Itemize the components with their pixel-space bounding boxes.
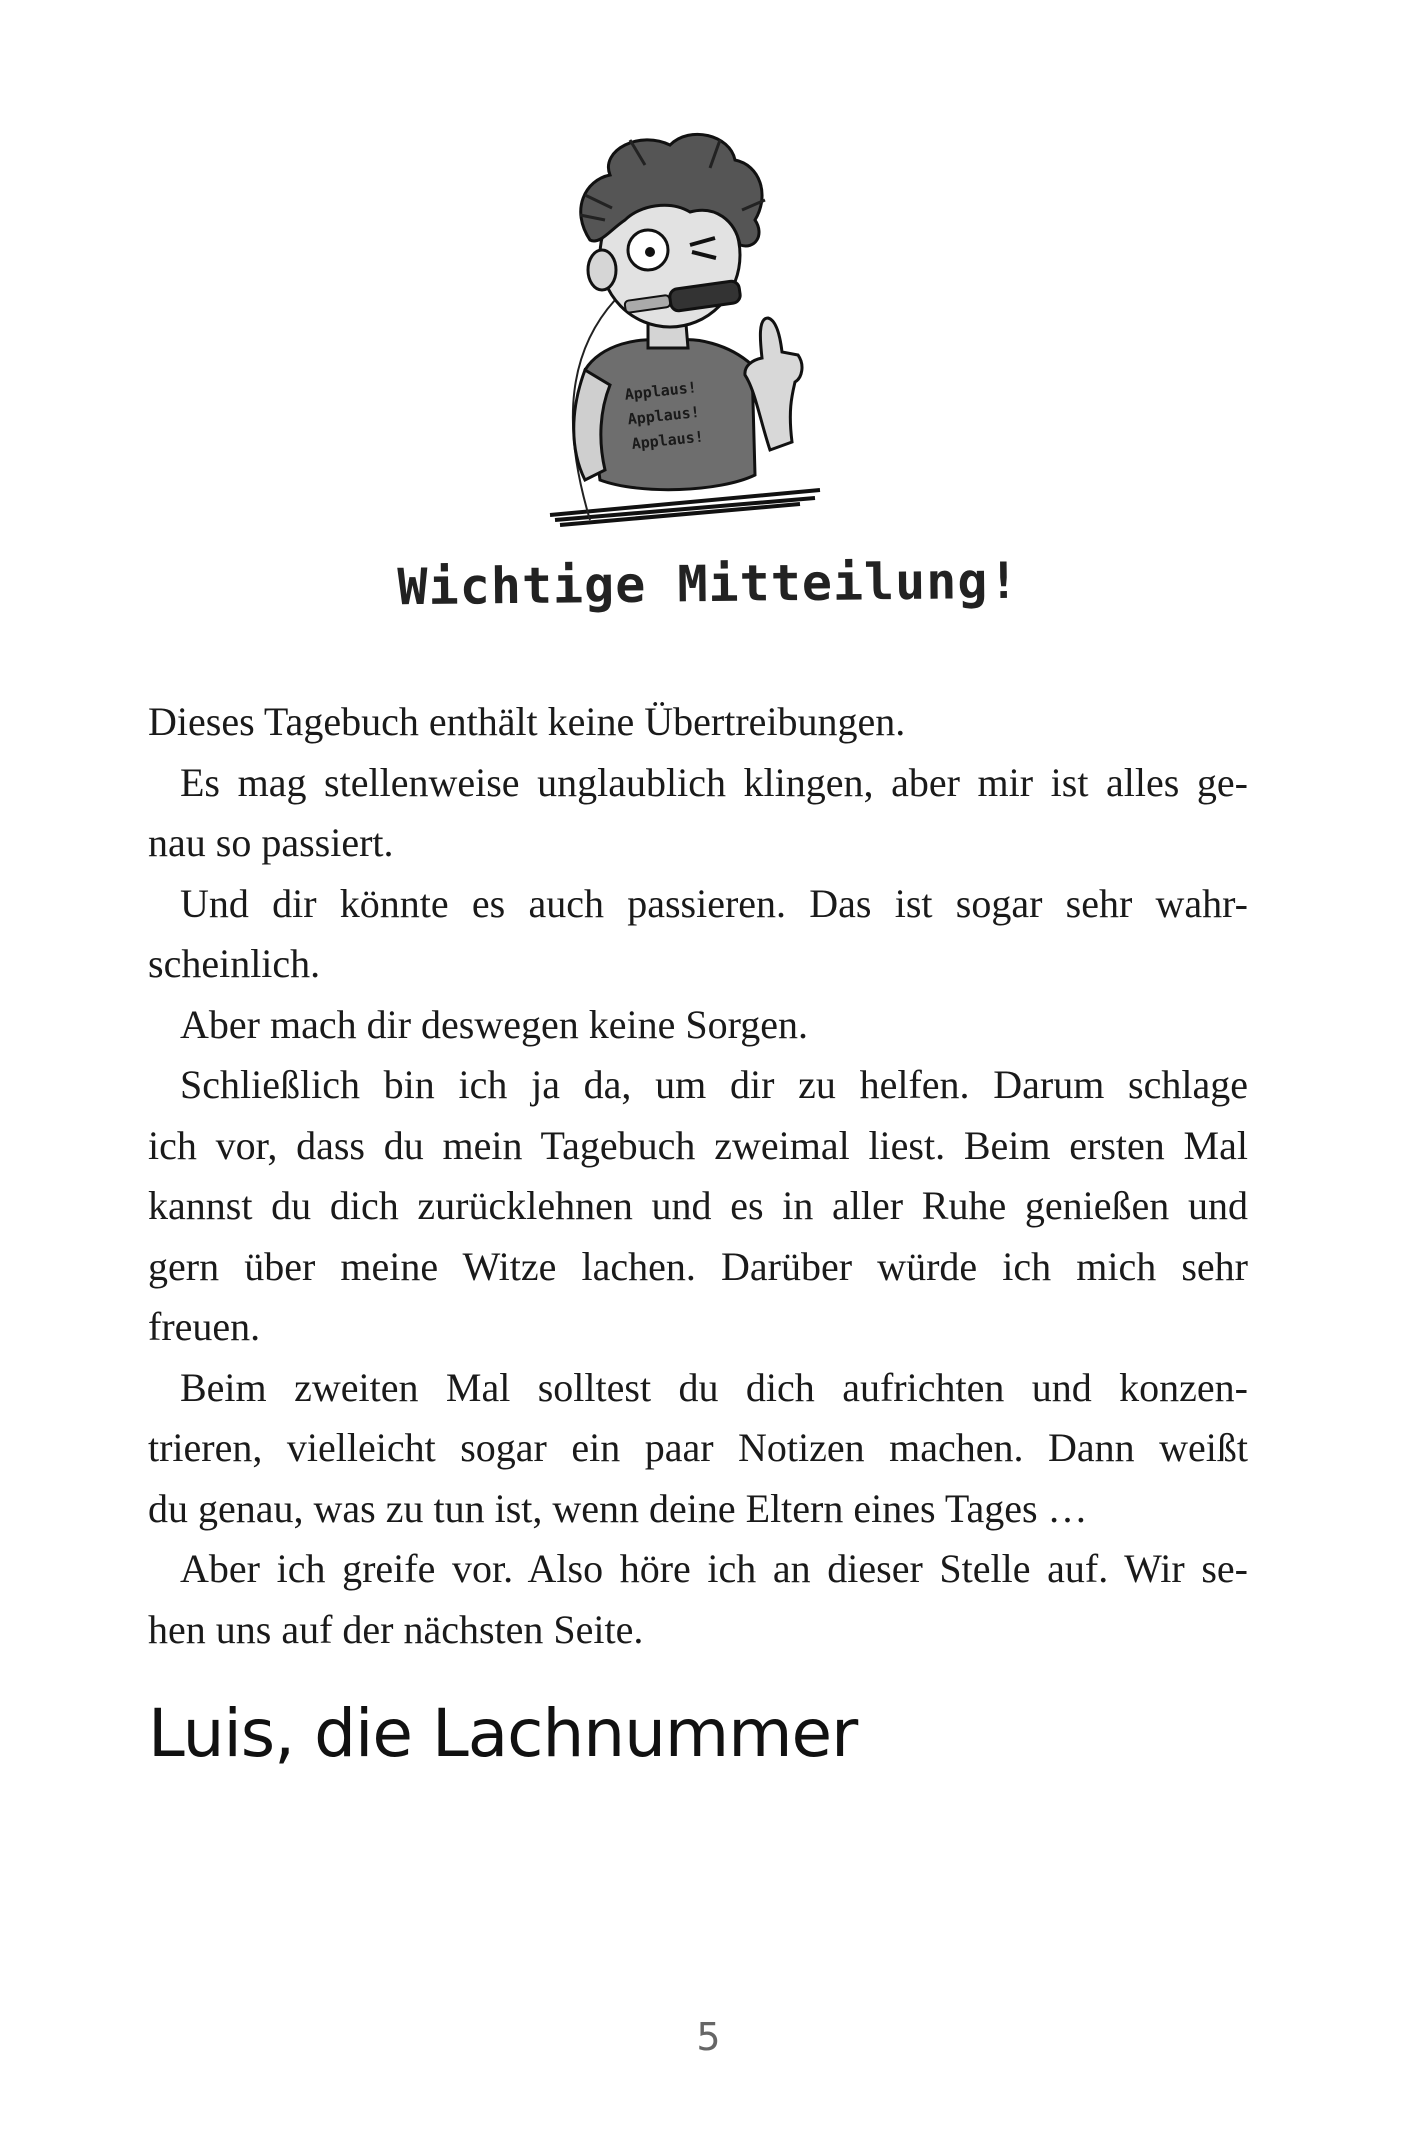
body-text	[148, 692, 1248, 1660]
shirt-text-line-2: Applaus!	[626, 402, 701, 429]
body-line: Beim zweiten Mal solltest du dich aufrichten und konzen-	[180, 1364, 1248, 1410]
body-line: kannst du dich zurücklehnen und es in aller Ruhe genießen und	[148, 1183, 1248, 1228]
shirt-text-line-3: Applaus!	[630, 427, 705, 453]
boy-with-microphone-illustration	[530, 120, 850, 540]
body-line: scheinlich.	[148, 941, 321, 986]
body-line: Aber ich greife vor. Also höre ich an dieser Stelle auf. Wir se-	[180, 1546, 1248, 1591]
body-line: Es mag stellenweise unglaublich klingen, aber mir ist alles ge-	[180, 759, 1248, 805]
body-line: hen uns auf der nächsten Seite.	[148, 1606, 644, 1652]
page-number: 5	[696, 2015, 721, 2059]
body-line: ich vor, dass du mein Tagebuch zweimal liest. Beim ersten Mal	[148, 1122, 1248, 1168]
body-line: gern über meine Witze lachen. Darüber würde ich mich sehr	[148, 1243, 1248, 1289]
body-line: Und dir könnte es auch passieren. Das ist sogar sehr wahr-	[180, 880, 1248, 926]
body-line: nau so passiert.	[148, 820, 394, 865]
body-line: du genau, was zu tun ist, wenn deine Eltern eines Tages …	[148, 1485, 1088, 1531]
body-line: Aber mach dir deswegen keine Sorgen.	[180, 1001, 808, 1047]
signature: Luis, die Lachnummer	[148, 1695, 858, 1772]
body-line: trieren, vielleicht sogar ein paar Notizen machen. Dann weißt	[148, 1425, 1248, 1470]
body-line: Schließlich bin ich ja da, um dir zu helfen. Darum schlage	[180, 1062, 1248, 1107]
shirt-text-line-1: Applaus!	[623, 378, 698, 404]
page-heading: Wichtige Mitteilung!	[397, 551, 1020, 617]
body-line: freuen.	[148, 1304, 261, 1349]
body-line: Dieses Tagebuch enthält keine Übertreibungen.	[148, 699, 906, 744]
